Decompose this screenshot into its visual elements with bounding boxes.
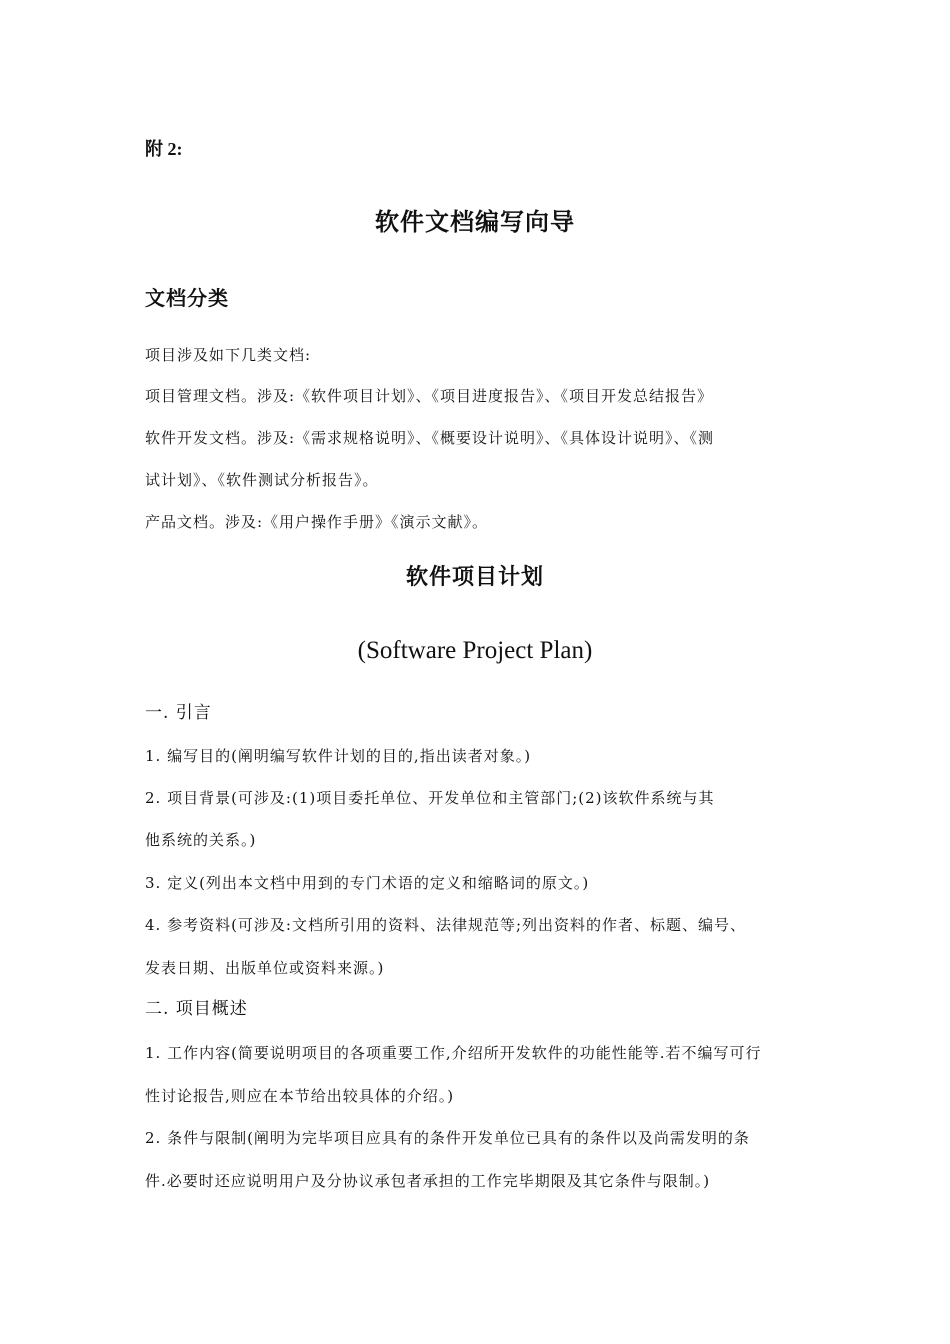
classification-line: 试计划》、《软件测试分析报告》。: [145, 471, 379, 489]
section-line: 他系统的关系。): [145, 831, 257, 849]
section-line: 性讨论报告,则应在本节给出较具体的介绍。): [145, 1087, 455, 1105]
classification-heading: 文档分类: [145, 286, 229, 310]
plan-title: 软件项目计划: [405, 564, 544, 590]
plan-subtitle: (Software Project Plan): [357, 637, 593, 664]
section-line: 件.必要时还应说明用户及分协议承包者承担的工作完毕期限及其它条件与限制。): [145, 1172, 711, 1190]
classification-line: 软件开发文档。涉及:《需求规格说明》、《概要设计说明》、《具体设计说明》、《测: [145, 429, 715, 447]
document-title: 软件文档编写向导: [375, 207, 575, 236]
section-line: 4. 参考资料(可涉及:文档所引用的资料、法律规范等;列出资料的作者、标题、编号、: [145, 916, 747, 934]
section-line: 1. 工作内容(简要说明项目的各项重要工作,介绍所开发软件的功能性能等.若不编写可行: [145, 1044, 762, 1062]
classification-line: 项目涉及如下几类文档:: [145, 346, 312, 364]
section-heading-overview: 二. 项目概述: [145, 999, 248, 1019]
section-line: 2. 条件与限制(阐明为完毕项目应具有的条件开发单位已具有的条件以及尚需发明的条: [145, 1129, 750, 1147]
section-line: 3. 定义(列出本文档中用到的专门术语的定义和缩略词的原文。): [145, 874, 590, 892]
classification-line: 项目管理文档。涉及:《软件项目计划》、《项目进度报告》、《项目开发总结报告》: [145, 387, 714, 405]
section-line: 发表日期、出版单位或资料来源。): [145, 959, 385, 977]
section-heading-introduction: 一. 引言: [145, 703, 212, 723]
attachment-label: 附 2:: [145, 139, 183, 159]
section-line: 2. 项目背景(可涉及:(1)项目委托单位、开发单位和主管部门;(2)该软件系统与其: [145, 789, 715, 807]
classification-line: 产品文档。涉及:《用户操作手册》《演示文献》。: [145, 513, 489, 531]
section-line: 1. 编写目的(阐明编写软件计划的目的,指出读者对象。): [145, 747, 532, 765]
